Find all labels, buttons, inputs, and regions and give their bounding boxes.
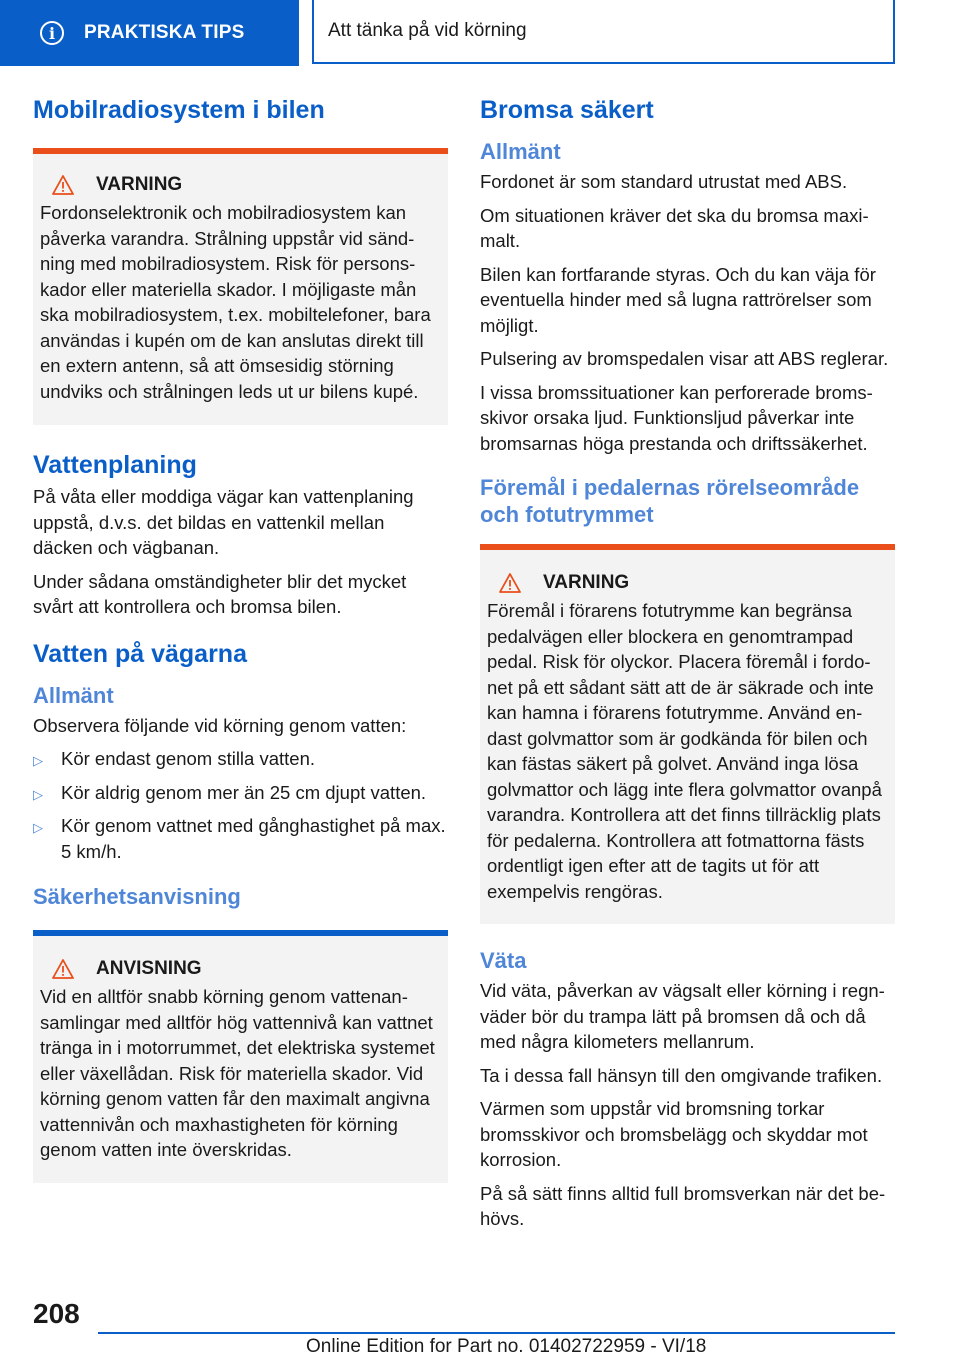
paragraph: På så sätt finns alltid full bromsverkan när det behövs. <box>480 1182 886 1229</box>
header-tab[interactable] <box>0 0 299 66</box>
warning-triangle-icon <box>499 573 521 593</box>
subheading-allmant: Allmänt <box>480 139 561 164</box>
paragraph: Fordonet är som standard utrustat med ABS. <box>480 171 848 192</box>
header-tab-label: PRAKTISKA TIPS <box>84 22 245 43</box>
footer-rule <box>98 1332 895 1334</box>
paragraph: Observera följande vid körning genom vatten: <box>33 714 407 736</box>
heading-vattenplaning: Vattenplaning <box>33 451 197 479</box>
paragraph: Under sådana omständigheter blir det mycket svårt att kontrollera och bromsa bilen. <box>33 570 407 617</box>
list-item-text: Kör aldrig genom mer än 25 cm djupt vatten. <box>61 781 427 803</box>
heading-vatten-pa-vagarna: Vatten på vägarna <box>33 639 247 668</box>
paragraph: Bilen kan fortfarande styras. Och du kan väja för eventuella hinder med så lugna rattrörelser som möjligt. <box>480 263 876 336</box>
warning-box-foremal <box>480 550 895 924</box>
warning-title <box>40 174 440 196</box>
heading-bromsa-sakert: Bromsa säkert <box>480 96 654 124</box>
warning-label: VARNING <box>96 174 183 195</box>
right-column <box>480 96 895 1240</box>
header-title: Att tänka på vid körning <box>328 20 527 41</box>
notice-label: ANVISNING <box>96 958 202 979</box>
warning-label: VARNING <box>543 572 630 593</box>
warning-triangle-icon <box>52 175 74 195</box>
paragraph: Värmen som uppstår vid bromsning torkar bromsskivor och bromsbelägg och skyddar mot korrosion. <box>480 1098 868 1170</box>
notice-box <box>33 936 448 1183</box>
header-title-box <box>312 0 895 64</box>
subheading-vata: Väta <box>480 948 527 973</box>
triangle-right-icon: ▷ <box>33 820 43 835</box>
warning-text: Föremål i förarens fotutrymme kan begränsa pedalvägen eller blockera en genomtrampad pedal. Risk för olyckor. Placera föremål i fordonet på ett sådant sätt att de är säkrade och inte kan hamna i förarens fotutrymme. Använd endast golvmattor som är godkända för bilen och kan fästas säkert på golvet. Använd inga lösa golvmattor och lägg inte flera golvmattor ovanpå varandra. Kontrollera att det finns tillräcklig plats för pedalerna. Kontrollera att fotmattorna fästs ordentligt igen efter att de tagits ut för att exempelvis rengöras. <box>487 600 882 902</box>
list-item-text: Kör genom vattnet med gånghastighet på max. 5 km/h. <box>61 815 446 862</box>
paragraph: I vissa bromssituationer kan perforerade bromsskivor orsaka ljud. Funktionsljud påverkar inte bromsarnas höga prestanda och driftssäkerhet. <box>480 381 873 454</box>
footer-edition: Online Edition for Part no. 01402722959 - VI/18 <box>306 1336 707 1357</box>
paragraph: Ta i dessa fall hänsyn till den omgivande trafiken. <box>480 1064 883 1086</box>
notice-text: Vid en alltför snabb körning genom vattenansamlingar med alltför hög vattennivå kan vattnet tränga in i motorrummet, det elektriska systemet eller växellådan. Risk för materiella skador. Vid körning genom vatten får den maximalt angivna vattennivån och maxhastigheten för körning genom vatten inte överskridas. <box>40 986 435 1160</box>
triangle-right-icon: ▷ <box>33 786 43 802</box>
warning-title <box>487 572 887 594</box>
subheading-sakerhetsanvisning: Säkerhetsanvisning <box>33 884 241 909</box>
list-item <box>33 780 448 808</box>
list-item-text: Kör endast genom stilla vatten. <box>61 748 316 769</box>
paragraph: Om situationen kräver det ska du bromsa maximalt. <box>480 204 869 251</box>
subheading-foremal: Föremål i pedalernas rörelseområde och fotutrymmet <box>480 475 860 527</box>
triangle-right-icon: ▷ <box>33 753 43 768</box>
subheading-allmant: Allmänt <box>33 682 114 708</box>
list-item <box>33 746 448 774</box>
warning-text: Fordonselektronik och mobilradiosystem kan påverka varandra. Strålning uppstår vid sändning med mobilradiosystem. Risk för personskador eller materiella skador. I möjligaste mån ska mobilradiosystem, t.ex. mobiltelefoner, bara användas i kupén om de kan anslutas direkt till en extern antenn, så att ömsesidig störning undviks och strålningen leds ut ur bilens kupé. <box>40 202 431 402</box>
list-item <box>33 813 448 864</box>
warning-box-mobilradio <box>33 154 448 425</box>
paragraph: Pulsering av bromspedalen visar att ABS reglerar. <box>480 348 889 369</box>
page-number: 208 <box>33 1298 80 1329</box>
paragraph: På våta eller moddiga vägar kan vattenplaning uppstå, d.v.s. det bildas en vattenkil mellan däcken och vägbanan. <box>33 486 414 558</box>
warning-triangle-icon <box>52 959 74 979</box>
info-icon: i <box>40 21 64 45</box>
bullet-list <box>33 746 448 864</box>
heading-mobilradio: Mobilradiosystem i bilen <box>33 96 325 124</box>
left-column <box>33 96 448 1183</box>
paragraph: Vid väta, påverkan av vägsalt eller körning i regnväder bör du trampa lätt på bromsen då och då med några kilometers mellanrum. <box>480 980 885 1052</box>
notice-title <box>40 958 440 980</box>
